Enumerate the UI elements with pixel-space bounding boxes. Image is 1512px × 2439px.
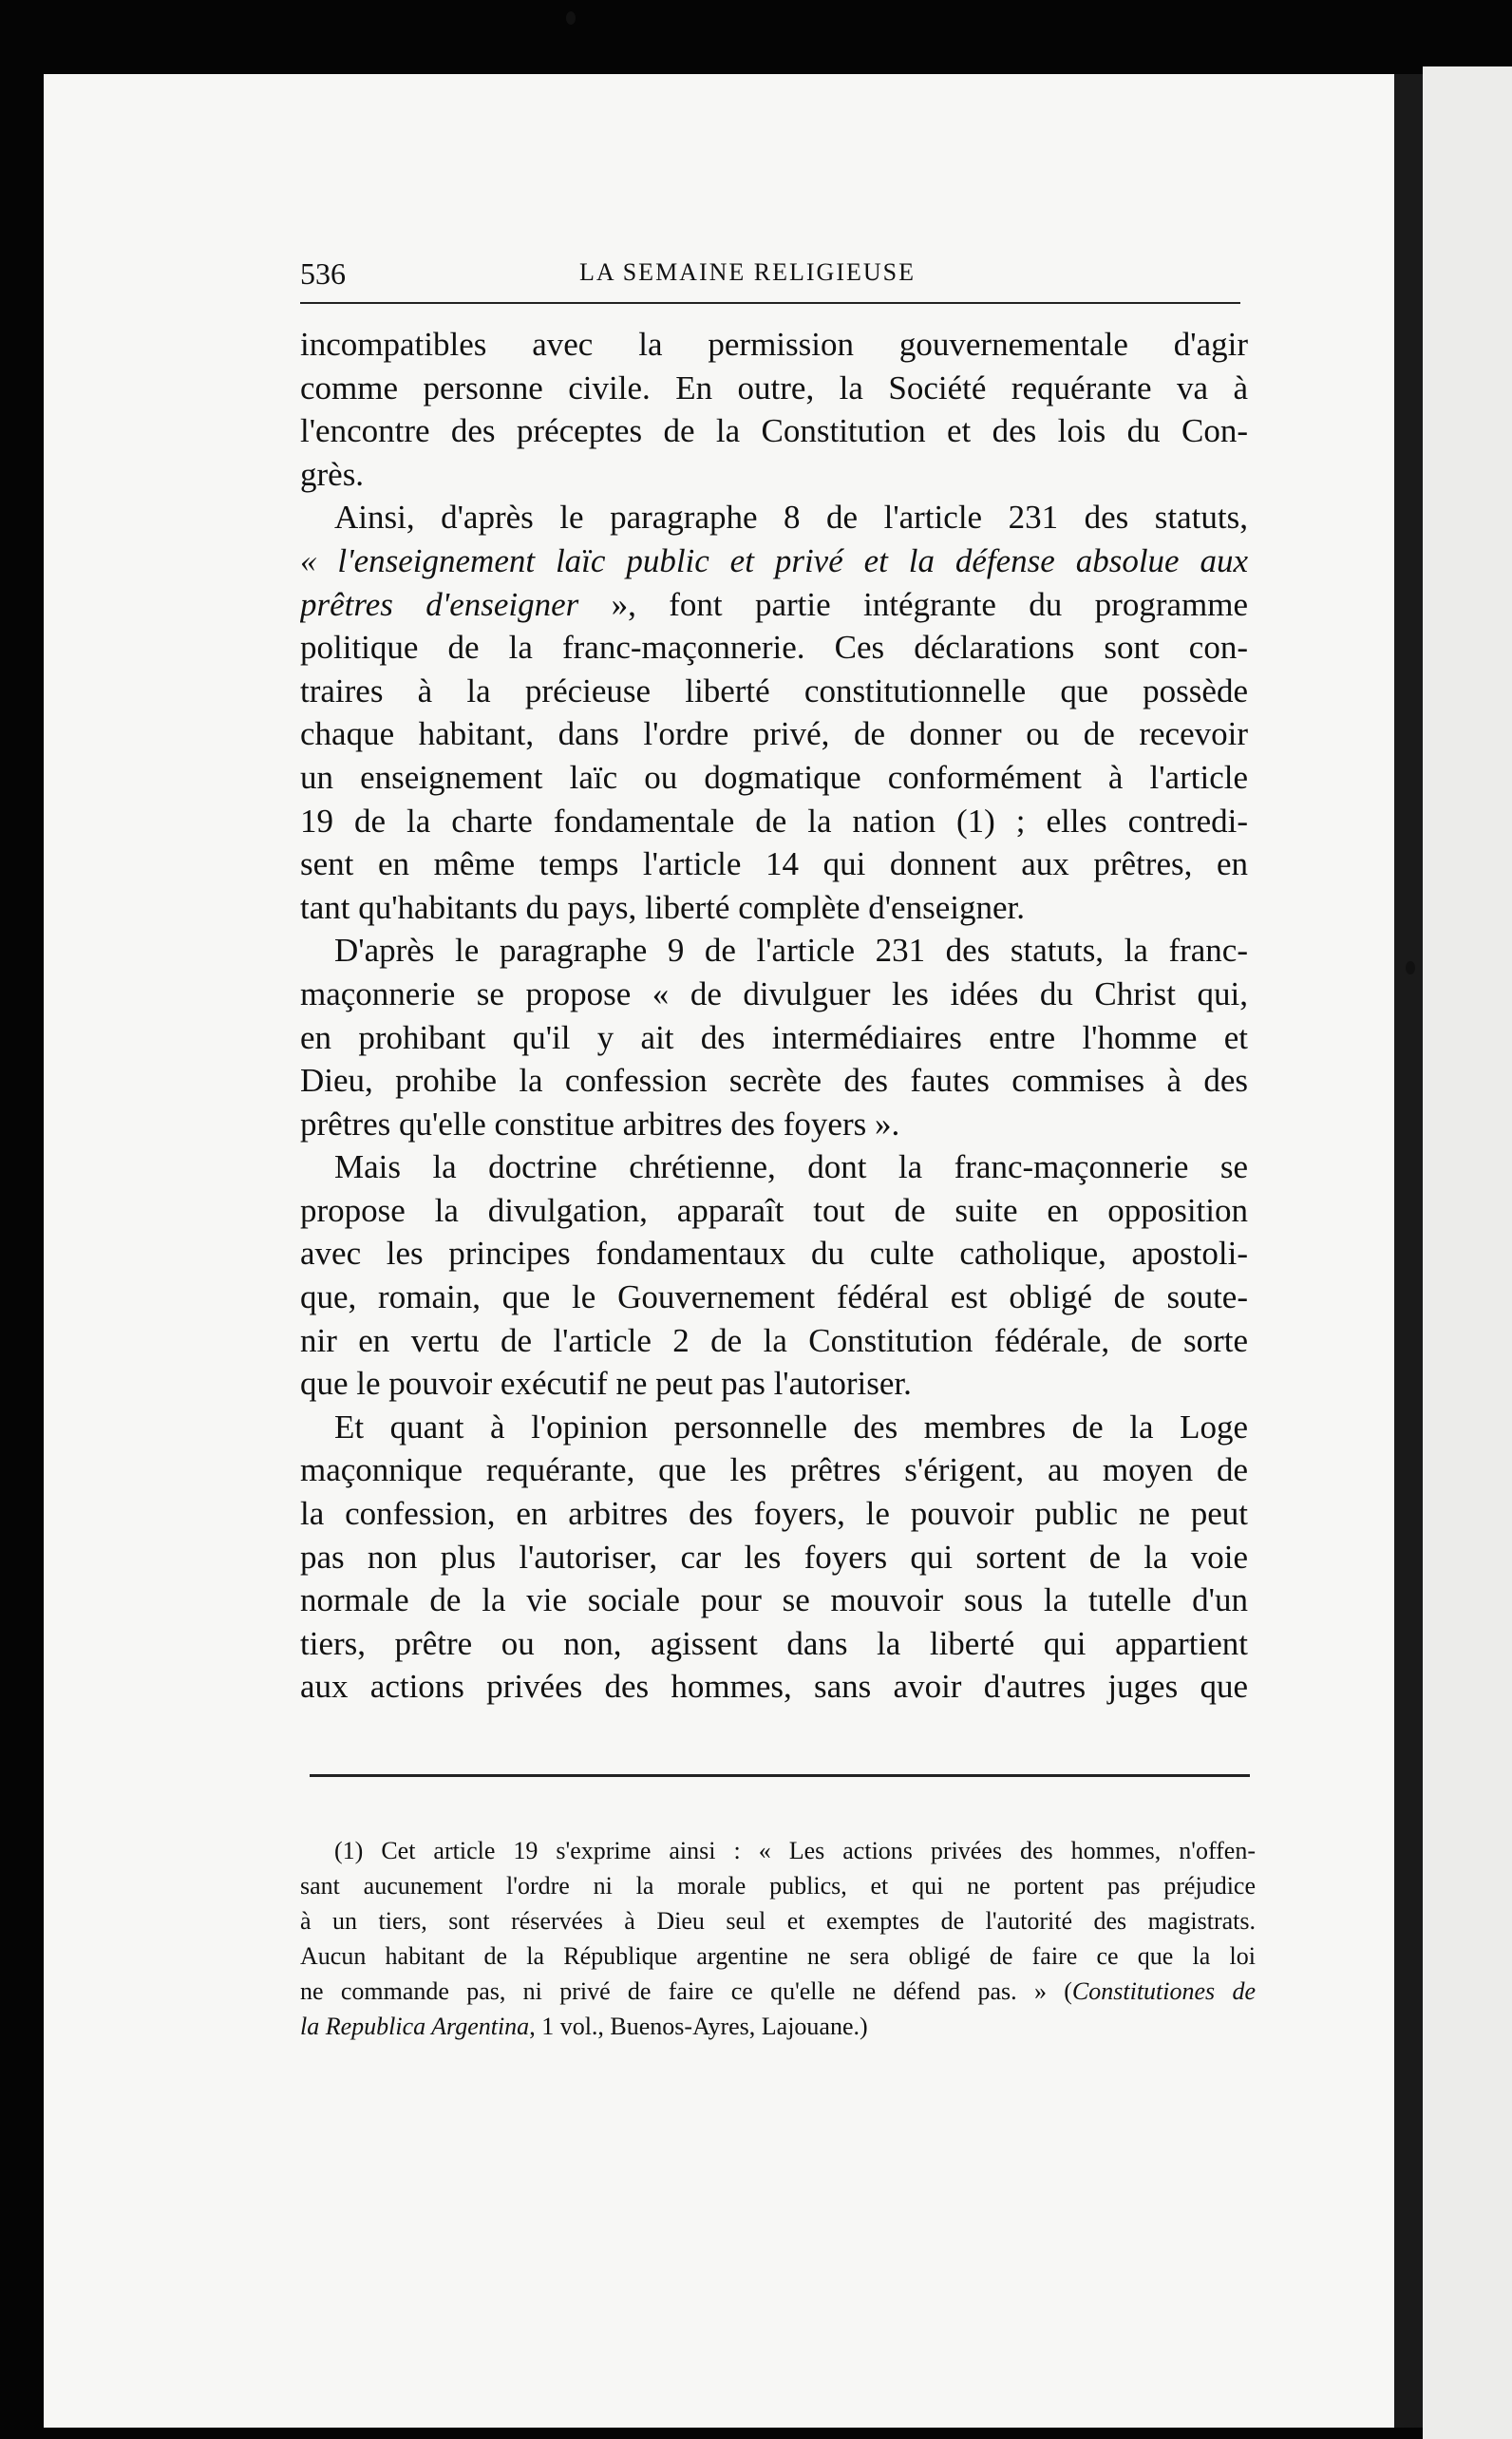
text-line-text: un enseignement laïc ou dogmatique conformément à l'article	[300, 758, 1248, 796]
text-line	[300, 1622, 1248, 1666]
text-line-text: l'encontre des préceptes de la Constitution et des lois du Con-	[300, 412, 1248, 450]
text-line	[300, 712, 1248, 756]
text-line-text: tant qu'habitants du pays, liberté complète d'enseigner.	[300, 888, 1025, 926]
text-line-text: maçonnerie se propose « de divulguer les idées du Christ qui,	[300, 974, 1248, 1012]
text-line-text: que, romain, que le Gouvernement fédéral est obligé de soute-	[300, 1278, 1248, 1316]
text-line-text: comme personne civile. En outre, la Société requérante va à	[300, 369, 1248, 406]
text-line-text: incompatibles avec la permission gouvernementale d'agir	[300, 326, 1248, 363]
text-line	[300, 323, 1248, 367]
footnote	[300, 1833, 1256, 2044]
text-line	[300, 1319, 1248, 1363]
text-line-text: Dieu, prohibe la confession secrète des fautes commises à des	[300, 1062, 1248, 1100]
text-line	[300, 583, 1248, 627]
footnote-line	[300, 1938, 1256, 1974]
text-line	[300, 1276, 1248, 1319]
text-line-text: aux actions privées des hommes, sans avoir d'autres juges que	[300, 1668, 1248, 1706]
text-line-text: chaque habitant, dans l'ordre privé, de donner ou de recevoir	[300, 715, 1248, 753]
text-line-text: que le pouvoir exécutif ne peut pas l'autoriser.	[300, 1365, 912, 1403]
text-line	[300, 670, 1248, 713]
text-line-text: pas non plus l'autoriser, car les foyers qui sortent de la voie	[300, 1538, 1248, 1576]
text-line	[300, 367, 1248, 410]
header-rule	[300, 302, 1240, 304]
page-number: 536	[300, 256, 346, 291]
text-line	[300, 1189, 1248, 1233]
text-line	[300, 626, 1248, 670]
text-line-text: grès.	[300, 455, 365, 493]
text-line	[300, 886, 1248, 930]
text-line-text: avec les principes fondamentaux du culte catholique, apostoli-	[300, 1235, 1248, 1273]
footnote-line	[300, 1974, 1256, 2009]
text-line-text: 19 de la charte fondamentale de la nation (1) ; elles contredi-	[300, 802, 1248, 840]
text-line	[300, 1232, 1248, 1276]
page-gutter-shadow	[1394, 74, 1423, 2428]
footnote-line-text: , 1 vol., Buenos-Ayres, Lajouane.)	[529, 2013, 868, 2040]
text-line-text: », font partie intégrante du programme	[578, 585, 1248, 623]
footnote-line-italic: la Republica Argentina	[300, 2013, 530, 2040]
text-line-text: normale de la vie sociale pour se mouvoir sous la tutelle d'un	[300, 1581, 1248, 1619]
text-line-text: propose la divulgation, apparaît tout de suite en opposition	[300, 1191, 1248, 1229]
text-line	[300, 1536, 1248, 1579]
scan-speck	[566, 11, 576, 25]
text-line-text: prêtres qu'elle constitue arbitres des foyers ».	[300, 1105, 900, 1143]
text-line	[300, 409, 1248, 453]
footnote-line	[300, 1903, 1256, 1938]
scan-speck	[1406, 961, 1415, 974]
text-line-text: « l'enseignement laïc public et privé et la défense absolue aux	[300, 541, 1248, 579]
text-line	[300, 496, 1248, 539]
text-line	[300, 1103, 1248, 1146]
text-line-italic: prêtres d'enseigner	[300, 585, 579, 623]
footnote-line-text: Aucun habitant de la République argentine ne sera obligé de faire ce que la loi	[300, 1942, 1256, 1970]
body-text	[300, 323, 1248, 1709]
footnote-line-text: ne commande pas, ni privé de faire ce qu'elle ne défend pas. » (	[300, 1977, 1072, 2005]
footnote-line	[300, 1868, 1256, 1903]
text-line	[300, 973, 1248, 1016]
text-line	[300, 1145, 1248, 1189]
text-line	[300, 1059, 1248, 1103]
text-line	[300, 1665, 1248, 1709]
text-line	[300, 929, 1248, 973]
text-line	[300, 1016, 1248, 1060]
text-line	[300, 1362, 1248, 1406]
text-line-text: politique de la franc-maçonnerie. Ces déclarations sont con-	[300, 629, 1248, 667]
text-line-text: maçonnique requérante, que les prêtres s'érigent, au moyen de	[300, 1451, 1248, 1489]
text-line	[300, 1492, 1248, 1536]
text-line-text: la confession, en arbitres des foyers, le pouvoir public ne peut	[300, 1495, 1248, 1533]
footnote-line-italic: Constitutiones de	[1071, 1977, 1256, 2005]
footnote-rule	[310, 1774, 1250, 1777]
text-line-text: en prohibant qu'il y ait des intermédiaires entre l'homme et	[300, 1018, 1248, 1056]
text-line	[300, 453, 1248, 497]
text-line-text: Mais la doctrine chrétienne, dont la franc-maçonnerie se	[334, 1148, 1248, 1186]
text-line	[300, 539, 1248, 583]
page-header	[300, 256, 1240, 298]
text-line-text: Et quant à l'opinion personnelle des membres de la Loge	[334, 1408, 1248, 1446]
facing-page-edge	[1423, 66, 1512, 2439]
footnote-line-text: (1) Cet article 19 s'exprime ainsi : « Les actions privées des hommes, n'offen-	[334, 1837, 1256, 1864]
text-line	[300, 756, 1248, 800]
text-line-text: tiers, prêtre ou non, agissent dans la liberté qui appartient	[300, 1624, 1248, 1662]
text-line-text: sent en même temps l'article 14 qui donnent aux prêtres, en	[300, 845, 1248, 883]
running-title: LA SEMAINE RELIGIEUSE	[579, 258, 916, 286]
footnote-line	[300, 2009, 1256, 2044]
text-line	[300, 1579, 1248, 1622]
text-line-text: nir en vertu de l'article 2 de la Constitution fédérale, de sorte	[300, 1321, 1248, 1359]
text-line-text: D'après le paragraphe 9 de l'article 231 des statuts, la franc-	[334, 932, 1248, 970]
footnote-line-text: sant aucunement l'ordre ni la morale publics, et qui ne portent pas préjudice	[300, 1872, 1256, 1900]
text-line	[300, 800, 1248, 843]
footnote-line-text: à un tiers, sont réservées à Dieu seul et exemptes de l'autorité des magistrats.	[300, 1907, 1256, 1935]
text-line-text: traires à la précieuse liberté constitutionnelle que possède	[300, 671, 1248, 709]
text-line	[300, 1448, 1248, 1492]
footnote-line	[300, 1833, 1256, 1868]
text-line	[300, 1406, 1248, 1449]
text-line	[300, 842, 1248, 886]
text-line-text: Ainsi, d'après le paragraphe 8 de l'article 231 des statuts,	[334, 499, 1248, 537]
